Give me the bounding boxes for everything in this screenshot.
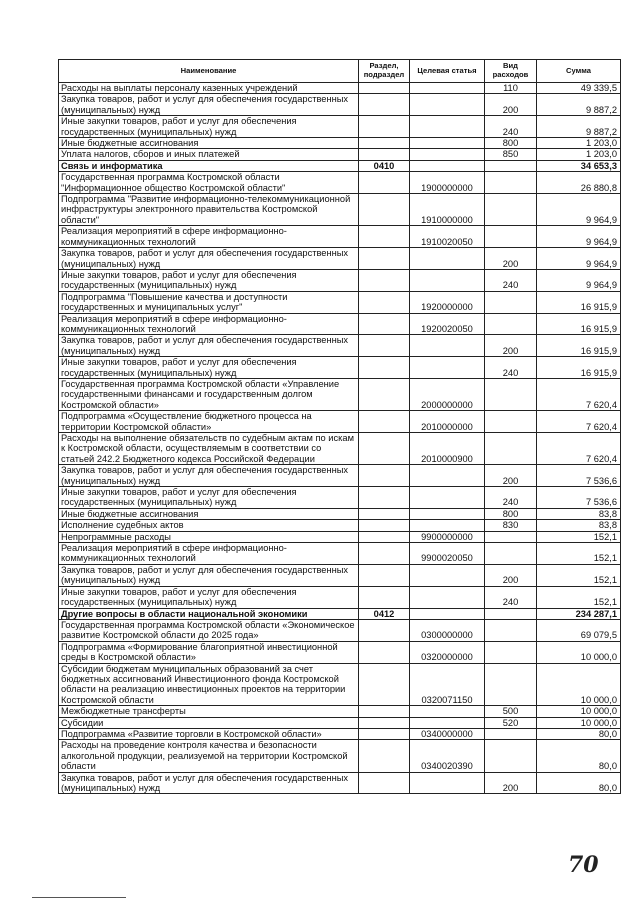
type-cell: 200 <box>485 465 537 487</box>
name-cell: Исполнение судебных актов <box>59 520 359 531</box>
name-cell: Реализация мероприятий в сфере информационно-коммуникационных технологий <box>59 226 359 248</box>
target-cell <box>410 772 485 794</box>
section-cell: 0410 <box>359 160 410 171</box>
sum-cell: 10 000,0 <box>537 641 621 663</box>
sum-cell: 1 203,0 <box>537 149 621 160</box>
section-cell <box>359 487 410 509</box>
target-cell: 1920000000 <box>410 291 485 313</box>
section-cell <box>359 357 410 379</box>
type-cell: 240 <box>485 357 537 379</box>
target-cell <box>410 94 485 116</box>
table-row <box>59 226 621 248</box>
header-name: Наименование <box>59 60 359 83</box>
sum-cell: 152,1 <box>537 543 621 565</box>
table-row <box>59 531 621 542</box>
type-cell <box>485 411 537 433</box>
type-cell: 200 <box>485 772 537 794</box>
section-cell <box>359 269 410 291</box>
sum-cell: 69 079,5 <box>537 619 621 641</box>
table-row <box>59 508 621 519</box>
table-row <box>59 313 621 335</box>
name-cell: Субсидии <box>59 717 359 728</box>
name-cell: Субсидии бюджетам муниципальных образований за счет бюджетных ассигнований Инвестиционного фонда Костромской области на реализацию инвестиционных проектов на территории Костромской области <box>59 663 359 706</box>
type-cell <box>485 160 537 171</box>
type-cell <box>485 728 537 739</box>
footer-rule <box>32 897 126 898</box>
target-cell: 1900000000 <box>410 172 485 194</box>
table-row <box>59 487 621 509</box>
type-cell <box>485 619 537 641</box>
type-cell <box>485 313 537 335</box>
type-cell: 850 <box>485 149 537 160</box>
name-cell: Иные закупки товаров, работ и услуг для обеспечения государственных (муниципальных) нужд <box>59 269 359 291</box>
section-cell <box>359 226 410 248</box>
sum-cell: 16 915,9 <box>537 357 621 379</box>
sum-cell: 7 620,4 <box>537 433 621 465</box>
target-cell: 1910000000 <box>410 194 485 226</box>
target-cell: 2000000000 <box>410 378 485 410</box>
sum-cell: 9 887,2 <box>537 116 621 138</box>
section-cell <box>359 94 410 116</box>
table-row <box>59 706 621 717</box>
type-cell: 110 <box>485 83 537 94</box>
table-row <box>59 160 621 171</box>
budget-table <box>58 59 621 794</box>
section-cell <box>359 728 410 739</box>
name-cell: Государственная программа Костромской области «Экономическое развитие Костромской области до 2025 года» <box>59 619 359 641</box>
header-sum: Сумма <box>537 60 621 83</box>
section-cell <box>359 520 410 531</box>
target-cell: 1920020050 <box>410 313 485 335</box>
table-row <box>59 728 621 739</box>
section-cell <box>359 772 410 794</box>
target-cell <box>410 335 485 357</box>
target-cell <box>410 487 485 509</box>
page-number: 70 <box>568 852 599 878</box>
section-cell <box>359 508 410 519</box>
target-cell: 9900000000 <box>410 531 485 542</box>
type-cell <box>485 172 537 194</box>
type-cell: 830 <box>485 520 537 531</box>
section-cell <box>359 172 410 194</box>
type-cell <box>485 641 537 663</box>
header-section: Раздел, подраздел <box>359 60 410 83</box>
type-cell: 200 <box>485 248 537 270</box>
name-cell: Закупка товаров, работ и услуг для обеспечения государственных (муниципальных) нужд <box>59 248 359 270</box>
name-cell: Уплата налогов, сборов и иных платежей <box>59 149 359 160</box>
type-cell <box>485 740 537 772</box>
table-row <box>59 564 621 586</box>
name-cell: Межбюджетные трансферты <box>59 706 359 717</box>
name-cell: Государственная программа Костромской области «Управление государственными финансами и государственным долгом Костромской области» <box>59 378 359 410</box>
table-row <box>59 520 621 531</box>
table-row <box>59 433 621 465</box>
table-row <box>59 641 621 663</box>
table-row <box>59 194 621 226</box>
sum-cell: 16 915,9 <box>537 291 621 313</box>
sum-cell: 9 964,9 <box>537 226 621 248</box>
sum-cell: 9 964,9 <box>537 269 621 291</box>
type-cell <box>485 291 537 313</box>
table-row <box>59 248 621 270</box>
name-cell: Расходы на выплаты персоналу казенных учреждений <box>59 83 359 94</box>
name-cell: Иные закупки товаров, работ и услуг для обеспечения государственных (муниципальных) нужд <box>59 487 359 509</box>
sum-cell: 26 880,8 <box>537 172 621 194</box>
type-cell: 520 <box>485 717 537 728</box>
table-row <box>59 116 621 138</box>
name-cell: Подпрограмма «Формирование благоприятной инвестиционной среды в Костромской области» <box>59 641 359 663</box>
type-cell: 200 <box>485 94 537 116</box>
name-cell: Закупка товаров, работ и услуг для обеспечения государственных (муниципальных) нужд <box>59 564 359 586</box>
sum-cell: 16 915,9 <box>537 335 621 357</box>
table-row <box>59 83 621 94</box>
name-cell: Расходы на выполнение обязательств по судебным актам по искам к Костромской области, осуществляемым в соответствии со статьей 242.2 Бюджетного кодекса Российской Федерации <box>59 433 359 465</box>
section-cell <box>359 619 410 641</box>
name-cell: Иные закупки товаров, работ и услуг для обеспечения государственных (муниципальных) нужд <box>59 116 359 138</box>
target-cell: 9900020050 <box>410 543 485 565</box>
name-cell: Закупка товаров, работ и услуг для обеспечения государственных (муниципальных) нужд <box>59 94 359 116</box>
name-cell: Реализация мероприятий в сфере информационно-коммуникационных технологий <box>59 313 359 335</box>
target-cell <box>410 508 485 519</box>
sum-cell: 9 887,2 <box>537 94 621 116</box>
sum-cell: 10 000,0 <box>537 663 621 706</box>
type-cell: 240 <box>485 269 537 291</box>
section-cell <box>359 531 410 542</box>
target-cell: 0340020390 <box>410 740 485 772</box>
type-cell: 200 <box>485 564 537 586</box>
target-cell <box>410 357 485 379</box>
table-header <box>59 60 621 83</box>
name-cell: Другие вопросы в области национальной экономики <box>59 608 359 619</box>
table-body <box>59 83 621 794</box>
name-cell: Подпрограмма «Развитие торговли в Костромской области» <box>59 728 359 739</box>
table-row <box>59 717 621 728</box>
section-cell <box>359 663 410 706</box>
name-cell: Закупка товаров, работ и услуг для обеспечения государственных (муниципальных) нужд <box>59 465 359 487</box>
section-cell <box>359 138 410 149</box>
target-cell <box>410 138 485 149</box>
table-row <box>59 149 621 160</box>
header-type: Вид расходов <box>485 60 537 83</box>
sum-cell: 7 536,6 <box>537 487 621 509</box>
target-cell: 2010000900 <box>410 433 485 465</box>
sum-cell: 7 620,4 <box>537 411 621 433</box>
section-cell <box>359 641 410 663</box>
target-cell <box>410 160 485 171</box>
name-cell: Связь и информатика <box>59 160 359 171</box>
table-row <box>59 357 621 379</box>
section-cell <box>359 149 410 160</box>
sum-cell: 7 536,6 <box>537 465 621 487</box>
name-cell: Расходы на проведение контроля качества и безопасности алкогольной продукции, реализуемой на территории Костромской области <box>59 740 359 772</box>
section-cell <box>359 378 410 410</box>
type-cell: 240 <box>485 487 537 509</box>
section-cell <box>359 116 410 138</box>
type-cell <box>485 531 537 542</box>
sum-cell: 49 339,5 <box>537 83 621 94</box>
sum-cell: 80,0 <box>537 772 621 794</box>
section-cell <box>359 335 410 357</box>
sum-cell: 7 620,4 <box>537 378 621 410</box>
target-cell <box>410 248 485 270</box>
section-cell: 0412 <box>359 608 410 619</box>
target-cell <box>410 564 485 586</box>
table-row <box>59 138 621 149</box>
name-cell: Подпрограмма «Осуществление бюджетного процесса на территории Костромской области» <box>59 411 359 433</box>
table-row <box>59 411 621 433</box>
type-cell <box>485 194 537 226</box>
name-cell: Подпрограмма "Развитие информационно-телекоммуникационной инфраструктуры электронного правительства Костромской области" <box>59 194 359 226</box>
target-cell: 1910020050 <box>410 226 485 248</box>
type-cell: 240 <box>485 116 537 138</box>
target-cell <box>410 520 485 531</box>
section-cell <box>359 717 410 728</box>
table-row <box>59 663 621 706</box>
table-row <box>59 608 621 619</box>
table-row <box>59 291 621 313</box>
sum-cell: 10 000,0 <box>537 706 621 717</box>
sum-cell: 83,8 <box>537 508 621 519</box>
sum-cell: 80,0 <box>537 728 621 739</box>
type-cell <box>485 608 537 619</box>
type-cell <box>485 378 537 410</box>
target-cell: 2010000000 <box>410 411 485 433</box>
name-cell: Иные закупки товаров, работ и услуг для обеспечения государственных (муниципальных) нужд <box>59 357 359 379</box>
name-cell: Закупка товаров, работ и услуг для обеспечения государственных (муниципальных) нужд <box>59 335 359 357</box>
sum-cell: 152,1 <box>537 531 621 542</box>
section-cell <box>359 706 410 717</box>
section-cell <box>359 83 410 94</box>
table-row <box>59 335 621 357</box>
sum-cell: 152,1 <box>537 564 621 586</box>
type-cell: 200 <box>485 335 537 357</box>
target-cell: 0320000000 <box>410 641 485 663</box>
target-cell: 0300000000 <box>410 619 485 641</box>
name-cell: Иные закупки товаров, работ и услуг для обеспечения государственных (муниципальных) нужд <box>59 586 359 608</box>
table-row <box>59 94 621 116</box>
section-cell <box>359 411 410 433</box>
target-cell <box>410 269 485 291</box>
sum-cell: 1 203,0 <box>537 138 621 149</box>
type-cell: 800 <box>485 508 537 519</box>
type-cell <box>485 433 537 465</box>
section-cell <box>359 586 410 608</box>
type-cell <box>485 543 537 565</box>
section-cell <box>359 564 410 586</box>
name-cell: Реализация мероприятий в сфере информационно-коммуникационных технологий <box>59 543 359 565</box>
sum-cell: 234 287,1 <box>537 608 621 619</box>
table-row <box>59 269 621 291</box>
table-row <box>59 543 621 565</box>
section-cell <box>359 313 410 335</box>
target-cell <box>410 608 485 619</box>
sum-cell: 9 964,9 <box>537 194 621 226</box>
table-row <box>59 740 621 772</box>
table-row <box>59 172 621 194</box>
sum-cell: 10 000,0 <box>537 717 621 728</box>
section-cell <box>359 248 410 270</box>
type-cell <box>485 663 537 706</box>
target-cell <box>410 149 485 160</box>
sum-cell: 9 964,9 <box>537 248 621 270</box>
target-cell: 0340000000 <box>410 728 485 739</box>
table-row <box>59 772 621 794</box>
target-cell <box>410 586 485 608</box>
type-cell <box>485 226 537 248</box>
header-target: Целевая статья <box>410 60 485 83</box>
sum-cell: 80,0 <box>537 740 621 772</box>
sum-cell: 34 653,3 <box>537 160 621 171</box>
section-cell <box>359 433 410 465</box>
target-cell <box>410 706 485 717</box>
section-cell <box>359 291 410 313</box>
target-cell <box>410 116 485 138</box>
name-cell: Закупка товаров, работ и услуг для обеспечения государственных (муниципальных) нужд <box>59 772 359 794</box>
target-cell <box>410 83 485 94</box>
section-cell <box>359 740 410 772</box>
name-cell: Иные бюджетные ассигнования <box>59 508 359 519</box>
type-cell: 800 <box>485 138 537 149</box>
target-cell <box>410 717 485 728</box>
sum-cell: 152,1 <box>537 586 621 608</box>
name-cell: Непрограммные расходы <box>59 531 359 542</box>
sum-cell: 16 915,9 <box>537 313 621 335</box>
section-cell <box>359 194 410 226</box>
type-cell: 240 <box>485 586 537 608</box>
name-cell: Подпрограмма "Повышение качества и доступности государственных и муниципальных услуг" <box>59 291 359 313</box>
target-cell: 0320071150 <box>410 663 485 706</box>
table-row <box>59 586 621 608</box>
type-cell: 500 <box>485 706 537 717</box>
section-cell <box>359 465 410 487</box>
sum-cell: 83,8 <box>537 520 621 531</box>
table-row <box>59 378 621 410</box>
section-cell <box>359 543 410 565</box>
table-row <box>59 465 621 487</box>
target-cell <box>410 465 485 487</box>
name-cell: Государственная программа Костромской области "Информационное общество Костромской области" <box>59 172 359 194</box>
name-cell: Иные бюджетные ассигнования <box>59 138 359 149</box>
table-row <box>59 619 621 641</box>
